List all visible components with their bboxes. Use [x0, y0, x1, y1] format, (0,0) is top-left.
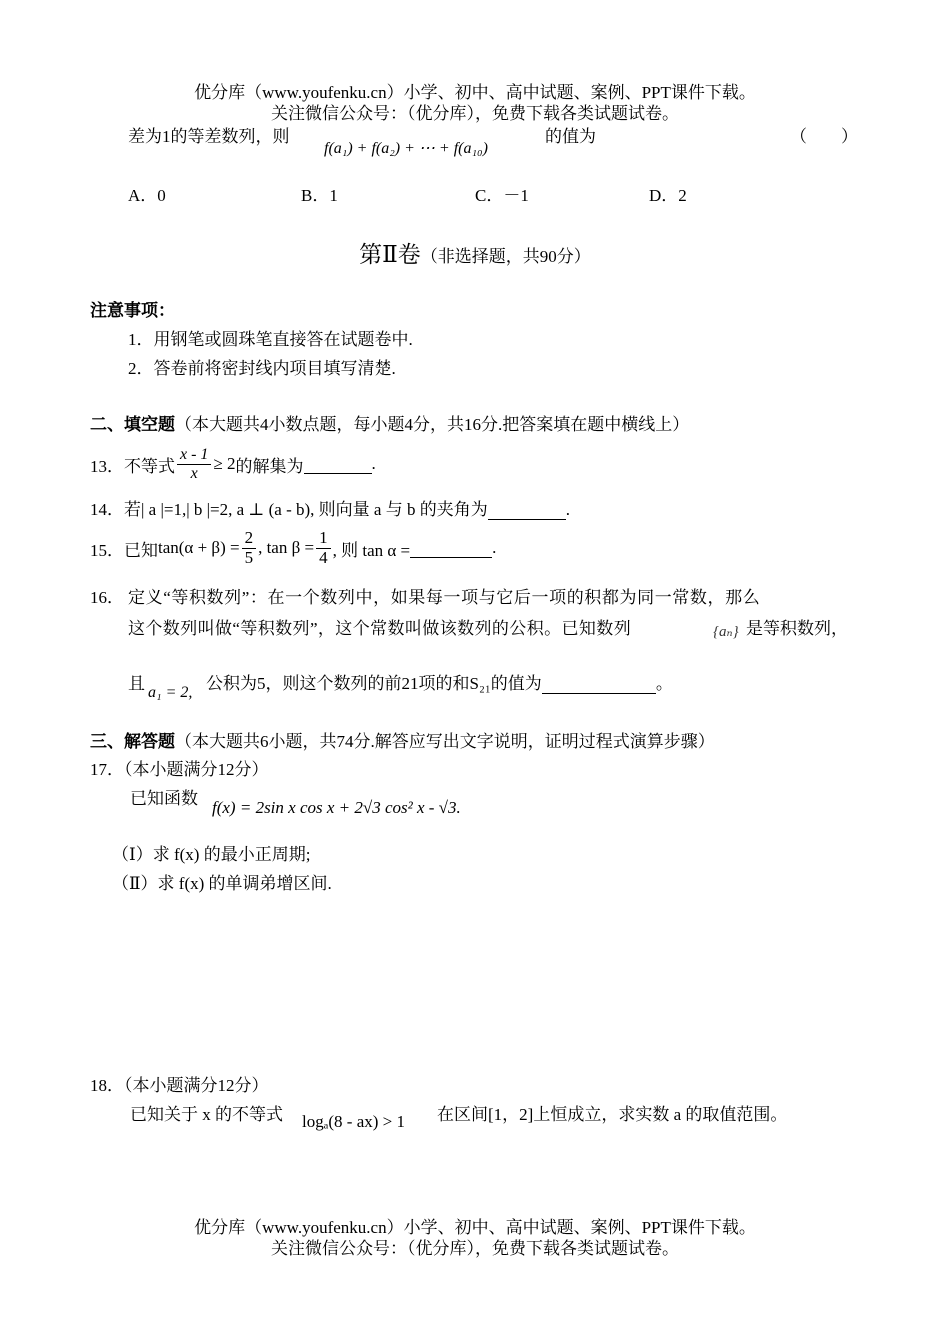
q16-line-2b: 是等积数列，	[746, 619, 848, 638]
q17-formula: f(x) = 2sin x cos x + 2√3 cos² x - √3.	[212, 798, 461, 817]
q13-number: 13．	[90, 456, 124, 476]
section-2-heading: 二、填空题	[90, 415, 175, 434]
q16-sequence: {aₙ}	[713, 624, 739, 640]
q17-given: 已知函数	[130, 789, 198, 808]
q18-formula: logₐ(8 - ax) > 1	[302, 1112, 405, 1131]
q15-fraction-2-den: 4	[319, 547, 328, 567]
q17-number: 17．	[90, 760, 124, 779]
part-2-subtitle: （非选择题，共90分）	[420, 247, 591, 266]
notes-item-2: 2．答卷前将密封线内项目填写清楚.	[128, 359, 396, 378]
q14-number: 14．	[90, 500, 124, 519]
section-3-heading: 三、解答题	[90, 732, 175, 751]
notes-item-1: 1．用钢笔或圆珠笔直接答在试题卷中.	[128, 330, 413, 349]
q16-line-3a: 且	[128, 674, 145, 693]
q15-end: .	[492, 538, 497, 557]
footer-line-2: 关注微信公众号：（优分库），免费下载各类试题试卷。	[271, 1239, 679, 1258]
q16-number: 16．	[90, 588, 124, 607]
q18-score: （本小题满分12分）	[124, 1076, 269, 1095]
q17-header	[90, 755, 269, 780]
notes-heading: 注意事项：	[90, 301, 175, 320]
q14-answer-blank[interactable]	[488, 501, 566, 520]
q13-end: .	[371, 454, 376, 473]
section-3-desc: （本大题共6小题，共74分.解答应写出文字说明，证明过程式演算步骤）	[175, 732, 715, 751]
q14	[90, 495, 570, 520]
q16-answer-blank[interactable]	[542, 675, 656, 694]
q18-number: 18．	[90, 1076, 124, 1095]
q13-denominator: x	[190, 464, 198, 482]
q15-formula-2: , tan β =	[258, 538, 315, 557]
q13	[90, 440, 376, 488]
q12-answer-bracket: （ ）	[790, 127, 858, 146]
section-2-desc: （本大题共4小数点题，每小题4分，共16分.把答案填在题中横线上）	[175, 415, 690, 434]
q18-header	[90, 1071, 269, 1096]
q13-fraction	[177, 446, 211, 482]
q13-relation: ≥ 2	[213, 454, 236, 473]
q18-post: 在区间[1，2]上恒成立，求实数 a 的取值范围。	[437, 1105, 788, 1124]
section-2-header	[90, 410, 689, 435]
q15-formula-3: , 则 tan α =	[332, 540, 411, 560]
q12-formula: f(a₁) + f(a₂) + ⋯ + f(a₁₀)	[324, 140, 488, 157]
q17-score: （本小题满分12分）	[124, 760, 269, 779]
q12-option-b: B．1	[301, 186, 338, 205]
q16-condition: a₁ = 2,	[148, 684, 193, 701]
q12-option-c: C．－1	[475, 186, 529, 205]
q14-text: 若| a |=1,| b |=2, a ⊥ (a - b), 则向量 a 与 b 的夹角为	[124, 500, 488, 519]
q13-numerator: x - 1	[177, 446, 211, 465]
q15-number: 15．	[90, 540, 124, 560]
q12-option-a: A．0	[128, 186, 166, 205]
q13-answer-blank[interactable]	[304, 455, 372, 474]
q15	[90, 524, 496, 572]
q18-pre: 已知关于 x 的不等式	[130, 1105, 283, 1124]
part-2-title-block	[0, 236, 950, 269]
q15-fraction-1-num: 2	[242, 529, 257, 549]
q13-post: 的解集为	[235, 456, 304, 476]
q16-line-1: 定义“等积数列”：在一个数列中，如果每一项与它后一项的积都为同一常数，那么	[128, 588, 761, 607]
q15-formula-1: tan(α + β) =	[158, 538, 240, 557]
q12-tail: 的值为	[545, 127, 596, 146]
header-line-1: 优分库（www.youfenku.cn）小学、初中、高中试题、案例、PPT课件下载。	[194, 83, 756, 102]
section-3-header	[90, 727, 715, 752]
q15-pre: 已知	[124, 540, 158, 560]
q17-part-1: （Ⅰ）求 f(x) 的最小正周期;	[112, 845, 311, 864]
q16-line-2: 这个数列叫做“等积数列”，这个常数叫做该数列的公积。已知数列	[128, 619, 632, 638]
q16-line-3b: 公积为5，则这个数列的前21项的和S₂₁的值为	[206, 674, 542, 693]
q16-end: 。	[655, 674, 673, 693]
footer-line-1: 优分库（www.youfenku.cn）小学、初中、高中试题、案例、PPT课件下载。	[194, 1218, 756, 1237]
q16-line-3	[206, 669, 673, 694]
q13-pre: 不等式	[124, 456, 175, 476]
q15-fraction-1	[242, 529, 257, 567]
q15-fraction-2	[316, 529, 331, 567]
q15-fraction-1-den: 5	[244, 547, 254, 567]
q12-text: 差为1的等差数列，则	[128, 127, 290, 146]
q15-answer-blank[interactable]	[410, 539, 492, 558]
q14-end: .	[565, 500, 570, 519]
part-2-title: 第Ⅱ卷	[359, 242, 421, 267]
header-line-2: 关注微信公众号：（优分库），免费下载各类试题试卷。	[271, 104, 679, 123]
q15-fraction-2-num: 1	[316, 529, 331, 549]
q17-part-2: （Ⅱ）求 f(x) 的单调弟增区间.	[112, 874, 332, 893]
q12-option-d: D．2	[649, 186, 687, 205]
